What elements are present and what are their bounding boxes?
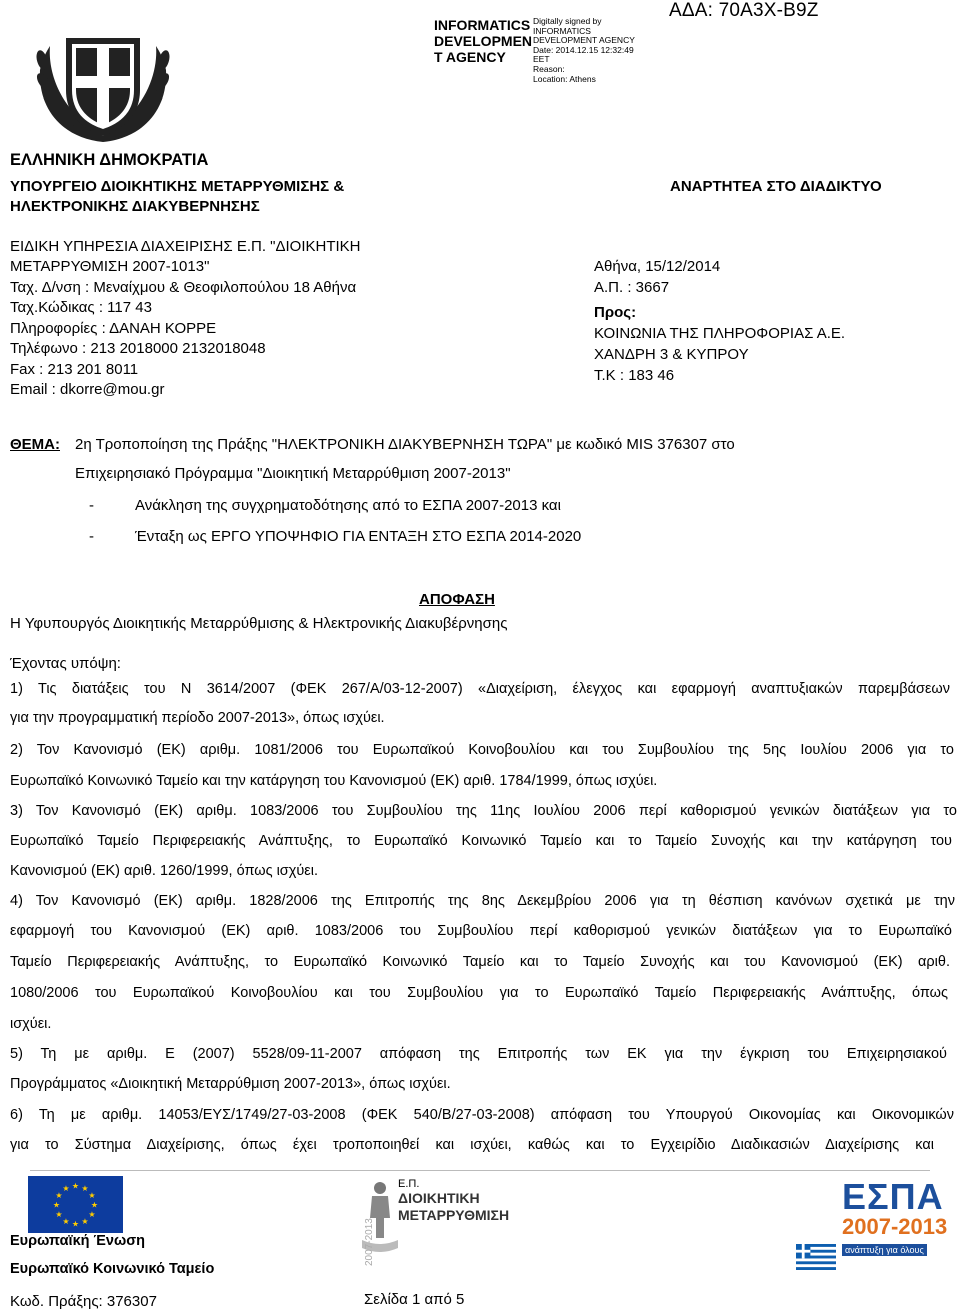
subject-line: Επιχειρησιακό Πρόγραμμα "Διοικητική Μεταρρύθμιση 2007-2013" (75, 465, 511, 482)
eu-star-icon: ★ (62, 1217, 70, 1226)
greek-coat-of-arms-icon (28, 30, 178, 148)
op-logo-prefix: Ε.Π. (398, 1178, 420, 1190)
footer-divider (30, 1170, 930, 1171)
decision-title: ΑΠΟΦΑΣΗ (419, 591, 495, 608)
signature-org-line: DEVELOPMEN (434, 33, 533, 49)
eu-star-icon: ★ (55, 1191, 63, 1200)
signature-org-line: INFORMATICS (434, 17, 531, 33)
recipient-line: Τ.Κ : 183 46 (594, 367, 675, 384)
sender-postal-code: Ταχ.Κώδικας : 117 43 (10, 299, 152, 316)
eu-star-icon: ★ (55, 1210, 63, 1219)
consideration-line: 5) Τη με αριθμ. Ε (2007) 5528/09-11-2007 απόφαση της Επιτροπής των ΕΚ για την έγκριση του Επιχειρησιακού (10, 1046, 947, 1062)
consideration-line: 3) Τον Κανονισμό (ΕΚ) αριθμ. 1083/2006 του Συμβουλίου της 11ης Ιουλίου 2006 περί καθορισμού γενικών διατάξεων για το (10, 803, 957, 819)
consideration-line: Προγράμματος «Διοικητική Μεταρρύθμιση 2007-2013», όπως ισχύει. (10, 1076, 451, 1092)
espa-logo-text: ΕΣΠΑ (842, 1176, 944, 1217)
subject-label: ΘΕΜΑ: (10, 436, 60, 453)
consideration-line: Ευρωπαϊκό Κοινωνικό Ταμείο και την κατάργηση του Κανονισμού (ΕΚ) αριθ. 1784/1999, όπως ισχύει. (10, 773, 658, 789)
eu-star-icon: ★ (71, 1219, 80, 1229)
ada-code: ΑΔΑ: 70Α3Χ-Β9Ζ (669, 0, 819, 21)
sender-line: ΜΕΤΑΡΡΥΘΜΙΣΗ 2007-1013" (10, 258, 210, 275)
espa-logo (796, 1176, 946, 1276)
recipient-line: ΚΟΙΝΩΝΙΑ ΤΗΣ ΠΛΗΡΟΦΟΡΙΑΣ Α.Ε. (594, 325, 846, 342)
op-logo-line: ΔΙΟΙΚΗΤΙΚΗ (398, 1190, 480, 1206)
sender-address: Ταχ. Δ/νση : Μεναίχμου & Θεοφιλοπούλου 18 Αθήνα (10, 279, 357, 296)
recipient-label: Προς: (594, 304, 637, 321)
signature-detail: EET (533, 54, 550, 65)
ministry-line: ΗΛΕΚΤΡΟΝΙΚΗΣ ΔΙΑΚΥΒΕΡΝΗΣΗΣ (10, 198, 260, 215)
consideration-line: Ευρωπαϊκό Ταμείο Περιφερειακής Ανάπτυξης, το Ευρωπαϊκό Κοινωνικό Ταμείο και το Ταμείο Συνοχής και την κατάργηση του (10, 833, 952, 849)
eu-star-icon: ★ (81, 1217, 89, 1226)
signature-detail: INFORMATICS (533, 25, 591, 36)
sender-line: ΕΙΔΙΚΗ ΥΠΗΡΕΣΙΑ ΔΙΑΧΕΙΡΙΣΗΣ Ε.Π. "ΔΙΟΙΚΗΤΙΚΗ (10, 238, 361, 255)
eu-star-icon: ★ (88, 1210, 96, 1219)
greek-flag-icon (796, 1244, 836, 1270)
consideration-line: εφαρμογή του Κανονισμού (ΕΚ) αριθ. 1083/2006 του Συμβουλίου περί καθορισμού γενικών διατάξεων για το Ευρωπαϊκό (10, 923, 952, 939)
eu-star-icon: ★ (88, 1191, 96, 1200)
consideration-line: 6) Τη με αριθμ. 14053/ΕΥΣ/1749/27-03-2008 (ΦΕΚ 540/Β/27-03-2008) απόφαση του Υπουργού Οικονομίας και Οικονομικών (10, 1107, 954, 1123)
subject-bullet: Ανάκληση της συγχρηματοδότησης από το ΕΣΠΑ 2007-2013 και (135, 497, 561, 514)
consideration-line: Κανονισμού (ΕΚ) αριθ. 1260/1999, όπως ισχύει. (10, 863, 319, 879)
esf-label: Ευρωπαϊκό Κοινωνικό Ταμείο (10, 1261, 215, 1277)
signature-detail: Reason: (533, 63, 565, 74)
eu-label: Ευρωπαϊκή Ένωση (10, 1233, 145, 1249)
signature-detail: DEVELOPMENT AGENCY (533, 35, 635, 46)
protocol-number: Α.Π. : 3667 (594, 279, 670, 296)
country-heading: ΕΛΛΗΝΙΚΗ ΔΗΜΟΚΡΑΤΙΑ (10, 151, 209, 169)
consideration-line: ισχύει. (10, 1016, 52, 1032)
eu-star-icon: ★ (52, 1200, 61, 1210)
espa-tagline: ανάπτυξη για όλους (842, 1244, 927, 1256)
signature-detail: Digitally signed by (533, 16, 602, 26)
op-logo-line: ΜΕΤΑΡΡΥΘΜΙΣΗ (398, 1207, 510, 1223)
eu-star-icon: ★ (81, 1184, 89, 1193)
sender-phone: Τηλέφωνο : 213 2018000 2132018048 (10, 340, 266, 357)
publish-notice: ΑΝΑΡΤΗΤΕΑ ΣΤΟ ΔΙΑΔΙΚΤΥΟ (670, 178, 882, 195)
subject-bullet: Ένταξη ως ΕΡΓΟ ΥΠΟΨΗΦΙΟ ΓΙΑ ΕΝΤΑΞΗ ΣΤΟ ΕΣΠΑ 2014-2020 (135, 528, 582, 545)
eu-star-icon: ★ (90, 1200, 99, 1210)
digital-signature-org (434, 17, 532, 65)
op-logo-years: 2007-2013 (364, 1218, 375, 1266)
digital-signature-details (533, 17, 635, 84)
sender-fax: Fax : 213 201 8011 (10, 361, 139, 378)
subject-line: 2η Τροποποίηση της Πράξης "ΗΛΕΚΤΡΟΝΙΚΗ ΔΙΑΚΥΒΕΡΝΗΣΗ ΤΩΡΑ" με κωδικό MIS 376307 στο (75, 436, 735, 453)
espa-logo-years: 2007-2013 (842, 1214, 948, 1239)
consideration-line: για την προγραμματική περίοδο 2007-2013», όπως ισχύει. (10, 710, 385, 726)
sender-email[interactable]: Email : dkorre@mou.gr (10, 381, 165, 398)
signature-org-line: T AGENCY (434, 49, 506, 65)
bullet-dash: - (89, 528, 94, 545)
consideration-line: 1) Τις διατάξεις του Ν 3614/2007 (ΦΕΚ 267/Α/03-12-2007) «Διαχείριση, έλεγχος και εφαρμογή αναπτυξιακών παρεμβάσεων (10, 681, 950, 697)
page-number: Σελίδα 1 από 5 (364, 1291, 465, 1308)
signature-detail: Date: 2014.12.15 12:32:49 (533, 44, 634, 55)
recipient-line: ΧΑΝΔΡΗ 3 & ΚΥΠΡΟΥ (594, 346, 749, 363)
considering-heading: Έχοντας υπόψη: (10, 655, 121, 672)
eu-star-icon: ★ (62, 1184, 70, 1193)
consideration-line: για το Σύστημα Διαχείρισης, όπως έχει τροποποιηθεί και ισχύει, καθώς και το Εγχειρίδιο Διαδικασιών Διαχείρισης και (10, 1137, 934, 1153)
decision-authority: Η Υφυπουργός Διοικητικής Μεταρρύθμισης & Ηλεκτρονικής Διακυβέρνησης (10, 615, 508, 632)
eu-flag-icon (28, 1176, 123, 1233)
signature-detail: Location: Athens (533, 73, 596, 84)
consideration-line: 1080/2006 του Ευρωπαϊκού Κοινοβουλίου και του Συμβουλίου για το Ευρωπαϊκό Ταμείο Περιφερειακής Ανάπτυξης, όπως (10, 985, 948, 1001)
eu-star-icon: ★ (71, 1181, 80, 1191)
document-date: Αθήνα, 15/12/2014 (594, 258, 721, 275)
ministry-line: ΥΠΟΥΡΓΕΙΟ ΔΙΟΙΚΗΤΙΚΗΣ ΜΕΤΑΡΡΥΘΜΙΣΗΣ & (10, 178, 345, 195)
bullet-dash: - (89, 497, 94, 514)
sender-info: Πληροφορίες : ΔΑΝΑΗ ΚΟΡΡΕ (10, 320, 217, 337)
consideration-line: 4) Τον Κανονισμό (ΕΚ) αριθμ. 1828/2006 της Επιτροπής της 8ης Δεκεμβρίου 2006 για τη θέσπιση κανόνων σχετικά με την (10, 893, 955, 909)
consideration-line: Ταμείο Περιφερειακής Ανάπτυξης, το Ευρωπαϊκό Κοινωνικό Ταμείο και το Ταμείο Συνοχής και του Κανονισμού (ΕΚ) αριθ. (10, 954, 950, 970)
consideration-line: 2) Τον Κανονισμό (ΕΚ) αριθμ. 1081/2006 του Ευρωπαϊκού Κοινοβουλίου και του Συμβουλίου της 5ης Ιουλίου 2006 για το (10, 742, 954, 758)
op-administrative-reform-logo (360, 1178, 580, 1268)
project-code: Κωδ. Πράξης: 376307 (10, 1293, 157, 1310)
